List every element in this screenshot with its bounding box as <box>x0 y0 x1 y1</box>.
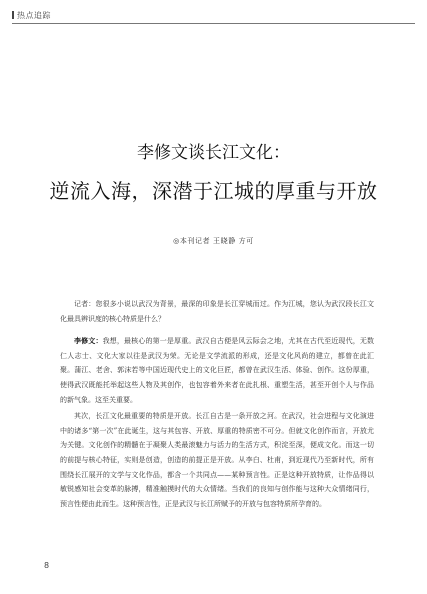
page-number: 8 <box>44 561 50 570</box>
article-body <box>60 297 374 519</box>
question-paragraph: 记者：您很多小说以武汉为背景，最深的印象是长江穿城而过。作为江城，您认为武汉段长江文化最具辨识度的核心特质是什么？ <box>60 300 374 323</box>
section-label: 热点追踪 <box>17 11 51 20</box>
answer-text: 我想，最核心的第一是厚重。武汉自古便是风云际会之地，尤其在古代至近现代，无数仁人志士、文化大家以往是武汉为荣。无论是文学流派的形成，还是文化风尚的建立，都曾在此汇聚。蒲江、老舍、郭沫若等中国近现代史上的文化巨匠，都曾在武汉生活、体验、创作。这份厚重，使得武汉既能托举起这些人物及其创作，也包容着外来者在此扎根、重塑生活，甚至开创个人与作品的新气象。这至关重要。 <box>60 337 375 404</box>
answer-paragraph <box>60 334 374 407</box>
section-tag-bar <box>12 11 14 19</box>
byline: ◎本刊记者 王晓静 方可 <box>173 237 254 245</box>
article-title-line1: 李修文谈长江文化： <box>137 143 290 163</box>
section-tag <box>12 10 51 21</box>
body-paragraph-2: 其次，长江文化最重要的特质是开放。长江自古是一条开放之河。在武汉，社会进程与文化演进中的诸多“第一次”在此诞生，这与其包容、开放、厚重的特质密不可分。但就文化创作而言，开放尤为关键。文化创作的精髓在于凝聚人类最滚魅力与活力的生活方式，积淀至深，便成文化。而这一切的前提与核心特征，实则是创造，创造的前提正是开放。从李白、杜甫，到近现代乃至新时代，所有围绕长江展开的文学与文化作品，都含一个共同点——某种预言性。正是这种开放特质，让作品得以敏锐感知社会变革的脉搏，精准触摸时代的大众情绪。当我们的良知与创作能与这种大众情绪同行，预言性便由此而生。这种预言性，正是武汉与长江所赋予的开放与包容特质所孕育的。 <box>60 412 374 508</box>
article-title-line2: 逆流入海，深潜于江城的厚重与开放 <box>49 179 378 203</box>
speaker-label: 李修文： <box>74 337 103 346</box>
header-rule <box>12 23 415 24</box>
